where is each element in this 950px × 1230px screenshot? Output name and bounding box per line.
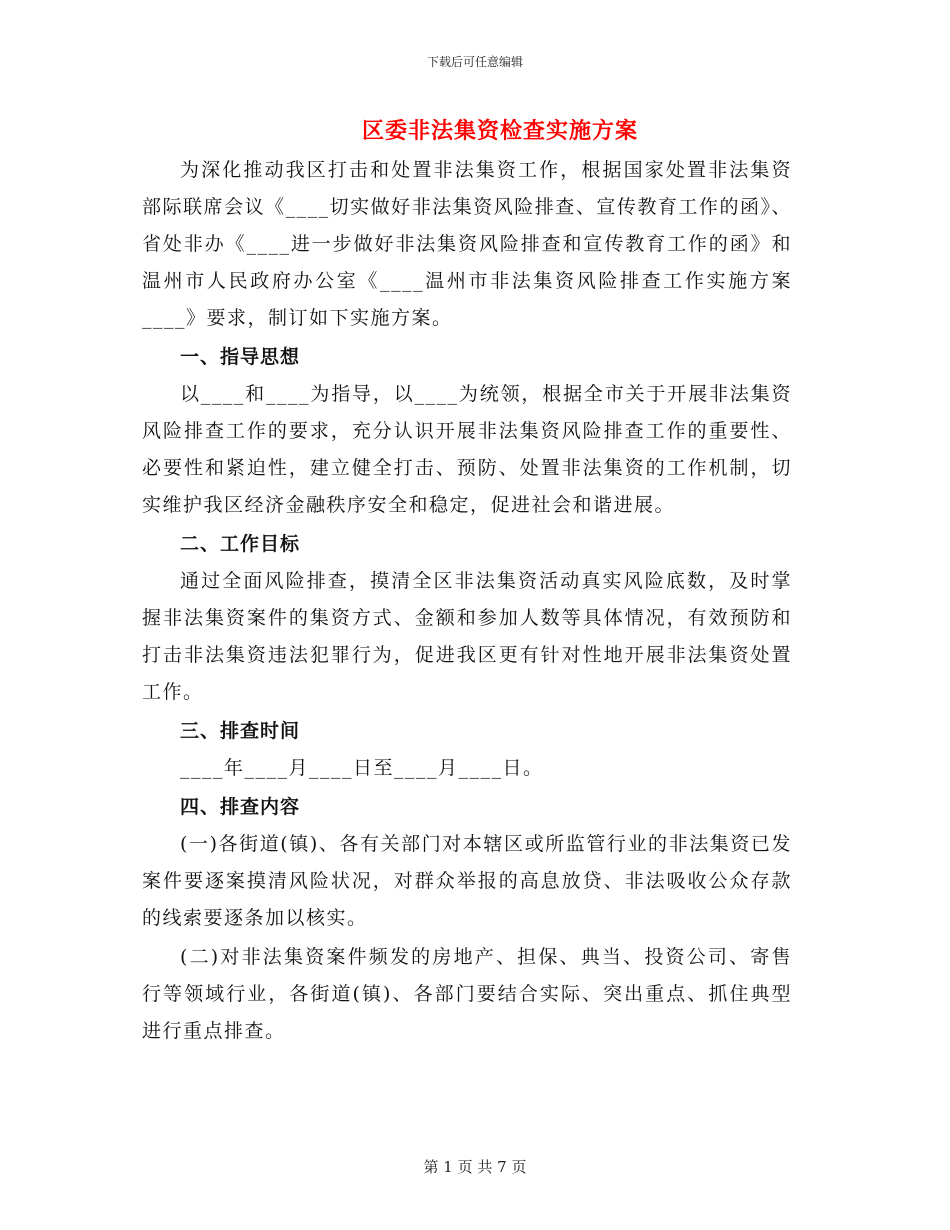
page-number-footer: 第 1 页 共 7 页 <box>423 1158 527 1176</box>
section-heading-inspection-content: 四、排查内容 <box>180 796 301 818</box>
section-paragraph: 以____和____为指导，以____为统领，根据全市关于开展非法集资风险排查工作的要求，充分认识开展非法集资风险排查工作的重要性、必要性和紧迫性，建立健全打击、预防、处置非法集资的工作机制，切实维护我区经济金融秩序安全和稳定，促进社会和谐进展。 <box>142 383 792 516</box>
section-paragraph: 通过全面风险排查，摸清全区非法集资活动真实风险底数，及时掌握非法集资案件的集资方式、金额和参加人数等具体情况，有效预防和打击非法集资违法犯罪行为，促进我区更有针对性地开展非法集资处置工作。 <box>142 570 792 703</box>
section-heading-inspection-time: 三、排查时间 <box>180 720 301 742</box>
document-body <box>142 152 792 1050</box>
section-heading-work-goals: 二、工作目标 <box>180 533 301 555</box>
section-paragraph: ____年____月____日至____月____日。 <box>180 757 544 779</box>
page-header-note: 下载后可任意编辑 <box>426 55 523 69</box>
section-paragraph: (一)各街道(镇)、各有关部门对本辖区或所监管行业的非法集资已发案件要逐案摸清风险状况，对群众举报的高息放贷、非法吸收公众存款的线索要逐条加以核实。 <box>142 833 792 929</box>
section-heading-guiding-ideology: 一、指导思想 <box>180 346 301 368</box>
section-paragraph: (二)对非法集资案件频发的房地产、担保、典当、投资公司、寄售行等领域行业，各街道(镇)、各部门要结合实际、突出重点、抓住典型进行重点排查。 <box>142 946 792 1042</box>
intro-paragraph: 为深化推动我区打击和处置非法集资工作，根据国家处置非法集资部际联席会议《____切实做好非法集资风险排查、宣传教育工作的函》、省处非办《____进一步做好非法集资风险排查和宣传教育工作的函》和温州市人民政府办公室《____温州市非法集资风险排查工作实施方案____》要求，制订如下实施方案。 <box>142 159 792 329</box>
document-title: 区委非法集资检查实施方案 <box>361 118 638 144</box>
